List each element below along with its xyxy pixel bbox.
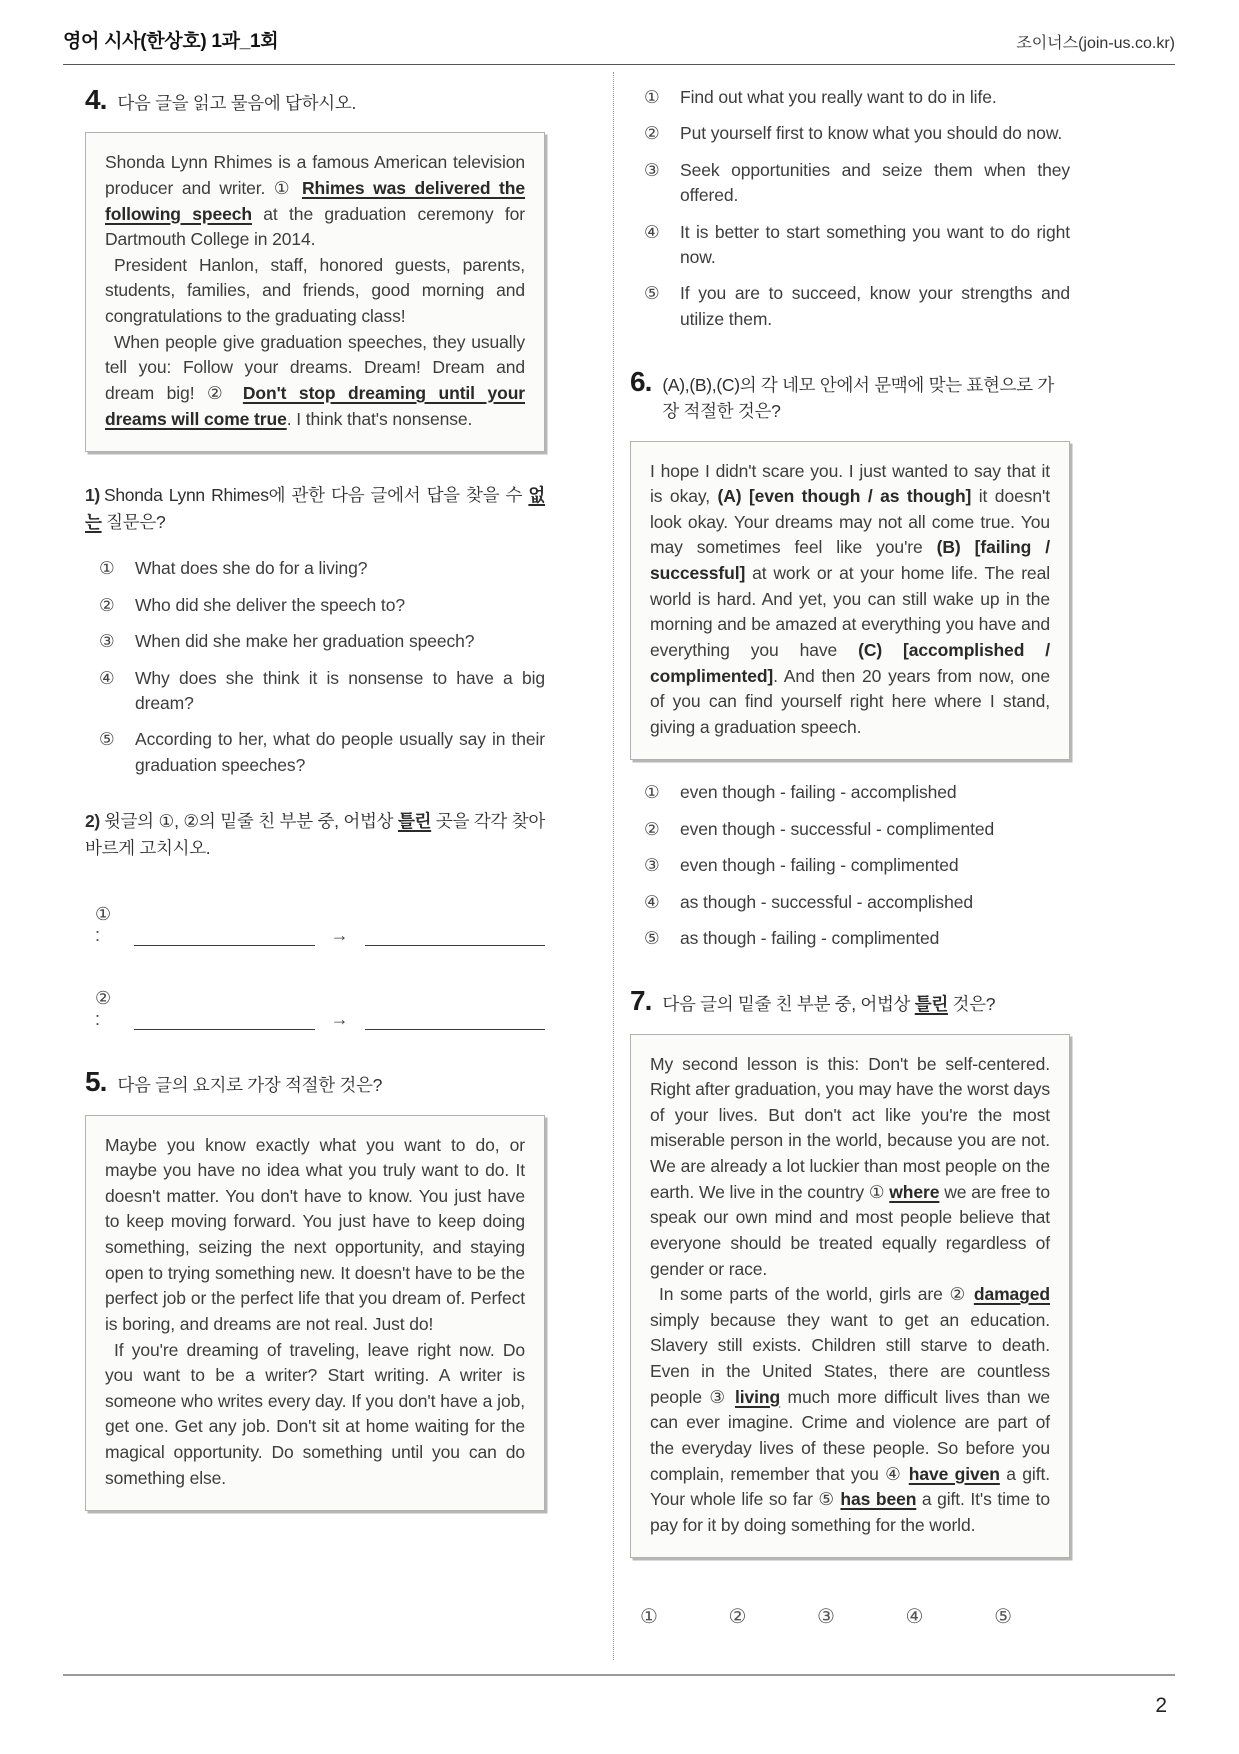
question-5-options xyxy=(630,85,1070,332)
subquestion-1-options xyxy=(85,556,545,778)
option-text: What does she do for a living? xyxy=(135,558,368,579)
question-7-passage-box xyxy=(630,1034,1070,1559)
footer-rule xyxy=(63,1674,1175,1676)
passage-paragraph: If you're dreaming of traveling, leave right now. Do you want to be a writer? Start writing. A writer is someone who writes every day. If you don't have a job, get one. Get any job. Don't sit at home waiting for the magical opportunity. Do something until you can do something else. xyxy=(105,1339,525,1488)
right-column xyxy=(630,74,1070,1629)
site-label: 조이너스(join-us.co.kr) xyxy=(1016,35,1175,52)
passage-paragraph: President Hanlon, staff, honored guests, parents, students, families, and friends, good morning and congratulations to the graduating class! xyxy=(105,254,525,326)
option-marker: ③ xyxy=(644,855,660,876)
option-row xyxy=(630,780,1070,805)
answer-blank[interactable] xyxy=(134,924,314,946)
option-text: It is better to start something you want to do right now. xyxy=(680,221,1070,267)
option-row xyxy=(630,890,1070,915)
option-row xyxy=(630,220,1070,271)
option-text: as though - successful - accomplished xyxy=(680,891,973,912)
answer-blank[interactable] xyxy=(365,1008,545,1030)
option-text: Find out what you really want to do in life. xyxy=(680,87,997,107)
arrow-icon: → xyxy=(330,925,349,946)
arrow-icon: → xyxy=(330,1009,349,1030)
option-text: even though - failing - accomplished xyxy=(680,782,957,803)
question-6-options xyxy=(630,780,1070,951)
question-5-prompt: 다음 글의 요지로 가장 적절한 것은? xyxy=(117,1075,383,1096)
option-text: Who did she deliver the speech to? xyxy=(135,594,405,615)
answer-marker-1: ① xyxy=(640,1606,658,1629)
question-6-number: 6. xyxy=(630,366,652,397)
subquestion-2-label: 2) xyxy=(85,811,100,831)
question-4-prompt: 다음 글을 읽고 물음에 답하시오. xyxy=(117,93,357,113)
question-6-prompt: (A),(B),(C)의 각 네모 안에서 문맥에 맞는 표현으로 가장 적절한 것은? xyxy=(662,375,1054,422)
option-row xyxy=(630,158,1070,209)
subquestion-1-label: 1) xyxy=(85,485,100,506)
page-header xyxy=(63,26,1175,53)
option-row xyxy=(630,85,1070,110)
option-marker: ② xyxy=(99,594,115,615)
question-4-header xyxy=(85,84,545,116)
option-text: even though - failing - complimented xyxy=(680,855,959,876)
option-marker: ④ xyxy=(644,891,660,912)
worksheet-title: 영어 시사(한상호) 1과_1회 xyxy=(63,31,279,52)
answer-blank[interactable] xyxy=(365,924,545,946)
option-row xyxy=(85,629,545,654)
option-row xyxy=(630,281,1070,332)
option-marker: ④ xyxy=(644,221,660,242)
option-marker: ② xyxy=(644,123,660,144)
option-row xyxy=(630,817,1070,842)
question-7-prompt: 다음 글의 밑줄 친 부분 중, 어법상 틀린 것은? xyxy=(662,994,996,1015)
answer-row-marker: ① : xyxy=(95,904,112,946)
option-text: as though - failing - complimented xyxy=(680,927,940,948)
answer-blank[interactable] xyxy=(134,1008,314,1030)
option-marker: ③ xyxy=(99,631,115,652)
question-6-header xyxy=(630,366,1070,425)
question-7-number: 7. xyxy=(630,985,652,1017)
subquestion-2-prompt: 2) 윗글의 ①, ②의 밑줄 친 부분 중, 어법상 틀린 곳을 각각 찾아 바르게 고치시오. xyxy=(85,811,545,859)
question-6-passage-box xyxy=(630,441,1070,761)
passage-paragraph: Shonda Lynn Rhimes is a famous American television producer and writer. ① Rhimes was delivered the following speech at the graduation ceremony for Dartmouth College in 2014. xyxy=(105,152,526,250)
option-marker: ② xyxy=(644,818,660,839)
left-column xyxy=(85,74,545,1531)
option-row xyxy=(85,666,545,717)
option-marker: ④ xyxy=(99,667,115,688)
option-marker: ③ xyxy=(644,159,660,180)
question-5-number: 5. xyxy=(85,1066,107,1098)
option-marker: ① xyxy=(644,782,660,803)
option-row xyxy=(630,926,1070,951)
header-rule xyxy=(63,64,1175,65)
option-row xyxy=(630,853,1070,878)
option-marker: ⑤ xyxy=(644,927,660,948)
question-5-header xyxy=(85,1066,545,1098)
question-7-header xyxy=(630,985,1070,1017)
passage-paragraph: I hope I didn't scare you. I just wanted to say that it is okay, (A) [even though / as though] it doesn't look okay. Your dreams may not all come true. You may sometimes feel like you're (B) [failing / successful] at work or at your home life. The real world is hard. And yet, you can still wake up in the morning and be amazed at everything you have and everything you have (C) [accomplished / complimented]. And then 20 years from now, one of you can find yourself right here where I stand, giving a graduation speech. xyxy=(650,460,1051,737)
option-text: If you are to succeed, know your strengths and utilize them. xyxy=(680,283,1070,329)
option-row xyxy=(85,727,545,778)
option-marker: ⑤ xyxy=(644,283,660,304)
answer-marker-4: ④ xyxy=(905,1606,924,1629)
option-marker: ⑤ xyxy=(99,729,115,750)
answer-marker-2: ② xyxy=(728,1606,747,1629)
option-text: Why does she think it is nonsense to have a big dream? xyxy=(135,667,545,713)
passage-paragraph: Maybe you know exactly what you want to do, or maybe you have no idea what you truly want to do. It doesn't matter. You don't have to know. You just have to keep moving forward. You just have to keep doing something, seizing the next opportunity, and staying open to trying something new. It doesn't have to be the perfect job or the perfect life that you dream of. Perfect is boring, and dreams are not real. Just do! xyxy=(105,1134,525,1334)
option-text: Seek opportunities and seize them when they offered. xyxy=(680,159,1070,206)
option-marker: ① xyxy=(99,558,115,579)
option-text: When did she make her graduation speech? xyxy=(135,631,475,652)
answer-row-1 xyxy=(95,904,545,946)
question-4-passage-box xyxy=(85,132,545,452)
question-4-number: 4. xyxy=(85,84,107,115)
option-text: Put yourself first to know what you should do now. xyxy=(680,123,1063,144)
question-5-passage-box xyxy=(85,1115,545,1512)
option-row xyxy=(630,121,1070,146)
option-row xyxy=(85,556,545,581)
answer-marker-5: ⑤ xyxy=(994,1606,1012,1629)
subquestion-1-prompt: 1) Shonda Lynn Rhimes에 관한 다음 글에서 답을 찾을 수 없는 질문은? xyxy=(85,485,545,533)
option-text: According to her, what do people usually say in their graduation speeches? xyxy=(135,729,545,775)
passage-paragraph: In some parts of the world, girls are ② damaged simply because they want to get an education. Slavery still exists. Children still starve to death. Even in the United States, there are countless people ③ living much more difficult lives than we can ever imagine. Crime and violence are part of the everyday lives of these people. So before you complain, remember that you ④ have given a gift. Your whole life so far ⑤ has been a gift. It's time to pay for it by doing something for the world. xyxy=(650,1284,1051,1535)
passage-paragraph: My second lesson is this: Don't be self-centered. Right after graduation, you may have the worst days of your lives. But don't act like you're the most miserable person in the world, because you are not. We are already a lot luckier than most people on the earth. We live in the country ① where we are free to speak our own mind and most people believe that everyone should be treated equally regardless of gender or race. xyxy=(650,1053,1050,1279)
answer-row-2 xyxy=(95,988,545,1030)
option-marker: ① xyxy=(644,87,660,107)
question-7-answer-markers xyxy=(640,1604,1012,1629)
answer-marker-3: ③ xyxy=(817,1606,835,1629)
page-number: 2 xyxy=(1155,1694,1167,1717)
answer-row-marker: ② : xyxy=(95,988,112,1030)
option-text: even though - successful - complimented xyxy=(680,818,995,839)
option-row xyxy=(85,593,545,618)
passage-paragraph: When people give graduation speeches, they usually tell you: Follow your dreams. Dream! Dream and dream big! ② Don't stop dreaming until your dreams will come true. I think that's nonsense. xyxy=(105,331,525,429)
column-divider xyxy=(613,72,614,1660)
